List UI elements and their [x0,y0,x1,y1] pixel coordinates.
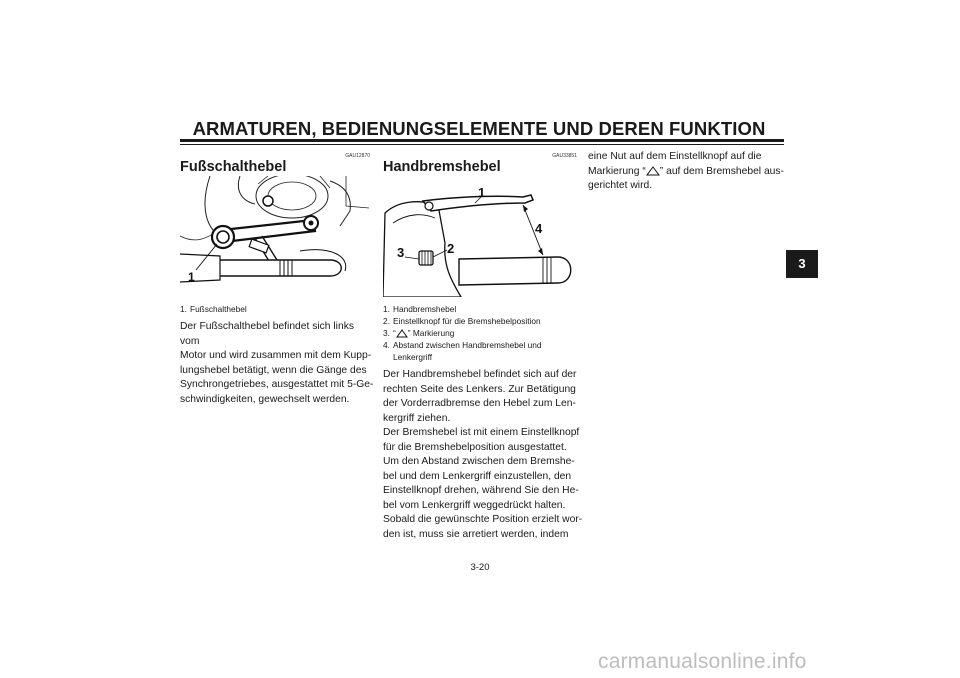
body-line: Sobald die gewünschte Position erzielt wor- [383,514,583,525]
triangle-mark-icon [396,329,408,338]
page-number: 3-20 [470,562,490,573]
quote-open: “ [393,328,396,338]
body-line: Der Handbremshebel befindet sich auf der [383,369,577,380]
body-line: gerichtet wird. [588,180,653,191]
caption-num [383,351,393,363]
body-line: Der Fußschalthebel befindet sich links vom [180,321,354,347]
caption-text: Einstellknopf für die Bremshebelposition [393,316,541,326]
body-line: rechten Seite des Lenkers. Zur Betätigung [383,383,576,395]
left-section-title: Fußschalthebel [180,159,287,175]
brake-lever-illustration [383,183,575,297]
caption-item [383,315,583,327]
caption-item [383,327,583,339]
middle-body [383,368,583,542]
caption-num: 3. [383,328,390,338]
body-line: Um den Abstand zwischen dem Bremshe- [383,456,575,467]
middle-section-code: GAU33851 [552,153,577,159]
brake-label-1: 1 [478,185,486,200]
body-line: Einstellknopf drehen, während Sie den He- [383,485,579,496]
shift-pedal-illustration [180,176,369,299]
quote-close: ” Markierung [407,328,455,338]
body-line: schwindigkeiten, gewechselt werden. [180,393,350,405]
brake-label-2: 2 [447,241,455,256]
caption-text: Lenkergriff [393,352,433,362]
left-caption [180,303,370,315]
page-header-title: ARMATUREN, BEDIENUNGSELEMENTE UND DEREN FUNKTION [192,118,766,139]
caption-text: Handbremshebel [393,304,457,314]
body-line: Der Bremshebel ist mit einem Einstellknopf [383,427,580,438]
middle-caption [383,303,583,363]
body-text-post: ” auf dem Bremshebel aus- [659,165,784,177]
caption-text: Abstand zwischen Handbremshebel und [393,340,542,350]
right-body [588,150,788,194]
body-line: lungshebel betätigt, wenn die Gänge des [180,364,367,376]
left-body [180,320,375,407]
header-rule-thin [180,144,784,145]
body-line: kergriff ziehen. [383,412,451,424]
caption-text: Fußschalthebel [190,304,247,314]
caption-text [393,327,454,339]
body-line: für die Bremshebelposition ausgestattet. [383,441,567,453]
caption-num: 1. [180,304,187,314]
watermark: carmanualsonline.info [598,650,807,673]
left-section-code: GAU12870 [345,153,370,159]
body-line: eine Nut auf dem Einstellknopf auf die [588,151,762,162]
header-rule-thick [180,139,784,142]
body-line [588,165,788,180]
body-line: bel vom Lenkergriff weggedrückt halten. [383,499,566,511]
brake-label-3: 3 [397,245,405,260]
body-text-pre: Markierung “ [588,165,646,177]
caption-item [383,339,583,351]
middle-section-title: Handbremshebel [383,159,501,175]
body-line: der Vorderradbremse den Hebel zum Len- [383,398,576,409]
shift-pedal-label-1: 1 [188,270,195,284]
caption-num: 1. [383,304,390,314]
caption-num: 2. [383,316,390,326]
body-line: den ist, muss sie arretiert werden, indem [383,528,569,540]
body-line: Synchrongetriebes, ausgestattet mit 5-Ge- [180,379,374,390]
triangle-mark-icon [646,166,660,176]
caption-item [383,351,583,363]
caption-num: 4. [383,340,390,350]
caption-item [383,303,583,315]
body-line: Motor und wird zusammen mit dem Kupp- [180,350,372,361]
body-line: bel und dem Lenkergriff einzustellen, den [383,470,572,482]
caption-item [180,303,370,315]
chapter-tab: 3 [786,250,818,278]
brake-label-4: 4 [535,221,543,236]
